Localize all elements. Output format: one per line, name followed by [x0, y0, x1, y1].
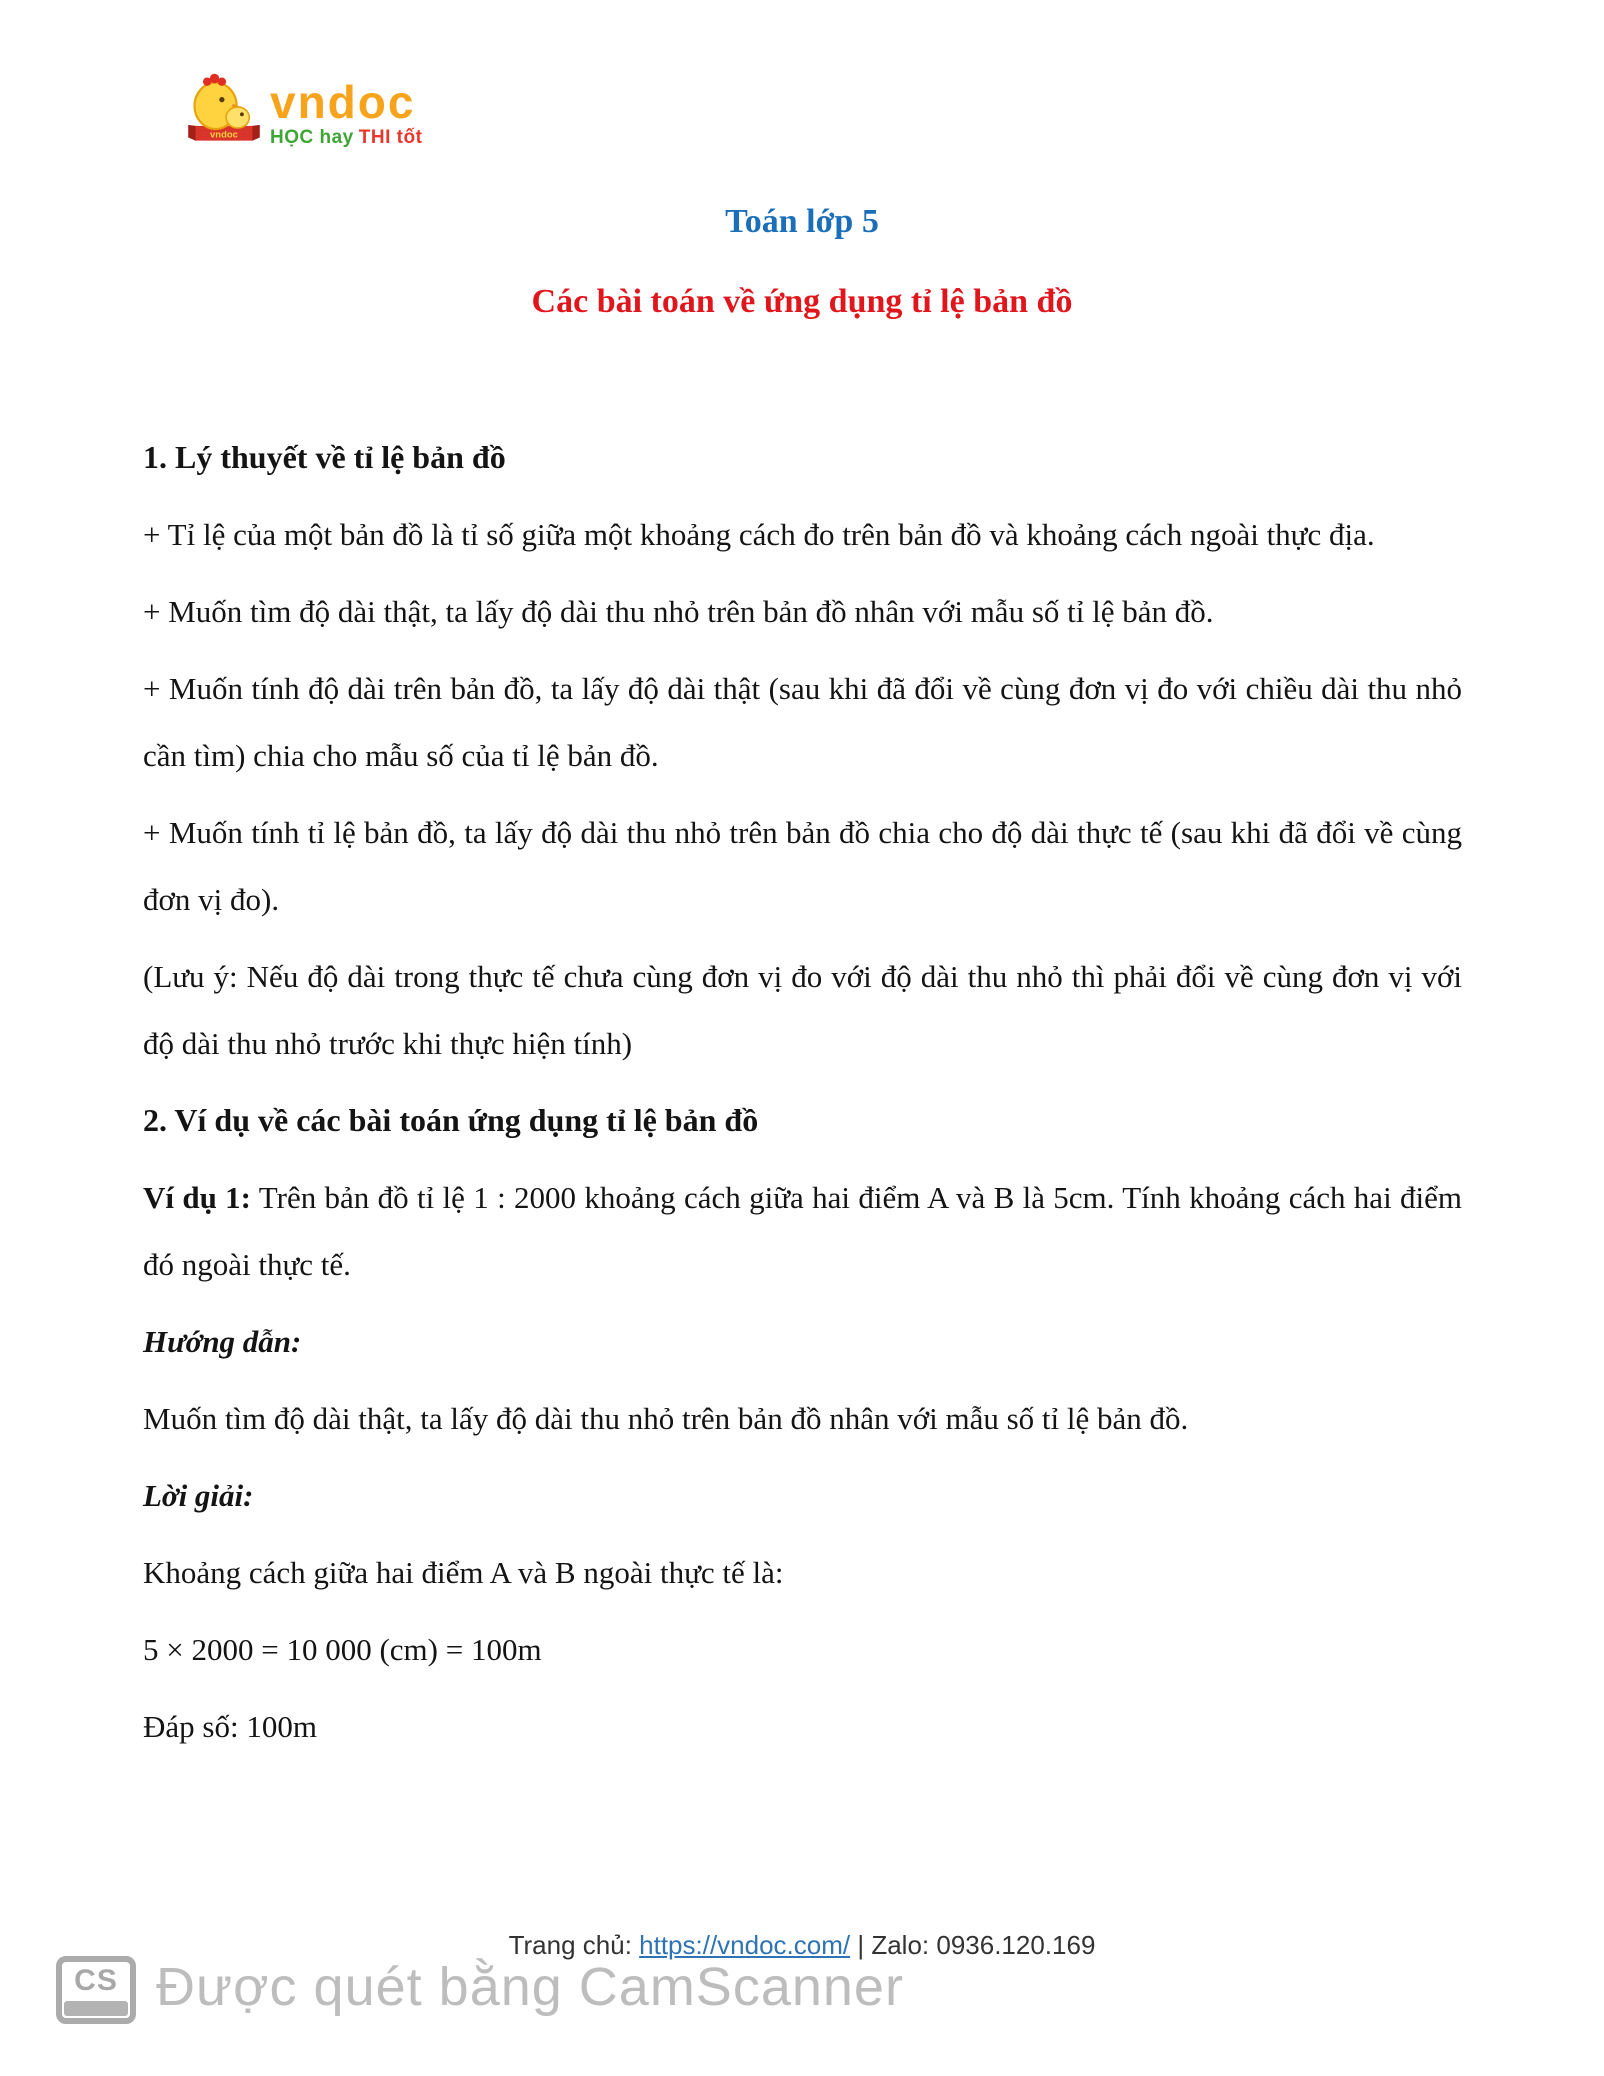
footer-home-label: Trang chủ:: [508, 1930, 640, 1960]
solution-line: Đáp số: 100m: [143, 1709, 317, 1744]
svg-text:vndoc: vndoc: [210, 129, 238, 141]
document-body: [143, 424, 1462, 1770]
camscanner-watermark-text: Được quét bằng CamScanner: [156, 1957, 904, 2017]
tagline-red: THI tốt: [358, 127, 423, 148]
camscanner-icon: [56, 1956, 136, 2024]
page-title: Các bài toán về ứng dụng tỉ lệ bản đồ: [531, 283, 1073, 320]
footer-home-link[interactable]: https://vndoc.com/: [639, 1930, 851, 1960]
camscanner-icon-bar: [64, 2001, 128, 2016]
subject-title: Toán lớp 5: [725, 203, 879, 240]
example1-label: Ví dụ 1:: [143, 1180, 251, 1215]
solution-heading: Lời giải:: [143, 1478, 254, 1513]
guide-paragraph: Muốn tìm độ dài thật, ta lấy độ dài thu nhỏ trên bản đồ nhân với mẫu số tỉ lệ bản đồ.: [143, 1401, 1189, 1436]
guide-heading: Hướng dẫn:: [143, 1324, 302, 1359]
footer-zalo-number: Zalo: 0936.120.169: [871, 1930, 1096, 1960]
chicken-mascot-icon: [186, 68, 262, 148]
theory-note-paragraph: (Lưu ý: Nếu độ dài trong thực tế chưa cùng đơn vị đo với độ dài thu nhỏ thì phải đổi về cùng đơn vị với độ dài thu nhỏ trước khi thực hiện tính): [143, 959, 1462, 1061]
section2-heading: 2. Ví dụ về các bài toán ứng dụng tỉ lệ bản đồ: [143, 1102, 759, 1138]
logo-text: [270, 76, 423, 149]
footer-separator: |: [850, 1930, 872, 1960]
theory-paragraph: + Tỉ lệ của một bản đồ là tỉ số giữa một khoảng cách đo trên bản đồ và khoảng cách ngoài thực địa.: [143, 517, 1375, 552]
camscanner-icon-letters: CS: [74, 1964, 118, 1997]
theory-paragraph: + Muốn tìm độ dài thật, ta lấy độ dài thu nhỏ trên bản đồ nhân với mẫu số tỉ lệ bản đồ.: [143, 594, 1214, 629]
theory-paragraph: + Muốn tính tỉ lệ bản đồ, ta lấy độ dài thu nhỏ trên bản đồ chia cho độ dài thực tế (sau khi đã đổi về cùng đơn vị đo).: [143, 815, 1462, 917]
logo-tagline: [270, 127, 422, 149]
tagline-green: HỌC hay: [270, 127, 354, 148]
example1-text: Trên bản đồ tỉ lệ 1 : 2000 khoảng cách giữa hai điểm A và B là 5cm. Tính khoảng cách hai điểm đó ngoài thực tế.: [143, 1180, 1463, 1282]
example1-paragraph: [143, 1164, 1462, 1298]
theory-paragraph: + Muốn tính độ dài trên bản đồ, ta lấy độ dài thật (sau khi đã đổi về cùng đơn vị đo với chiều dài thu nhỏ cần tìm) chia cho mẫu số của tỉ lệ bản đồ.: [143, 671, 1462, 773]
brand-name: vndoc: [270, 76, 416, 128]
section1-heading: 1. Lý thuyết về tỉ lệ bản đồ: [143, 439, 506, 475]
solution-line: Khoảng cách giữa hai điểm A và B ngoài thực tế là:: [143, 1555, 784, 1590]
camscanner-watermark: [56, 1956, 904, 2024]
solution-line: 5 × 2000 = 10 000 (cm) = 100m: [143, 1632, 542, 1667]
vndoc-logo: [186, 68, 422, 149]
